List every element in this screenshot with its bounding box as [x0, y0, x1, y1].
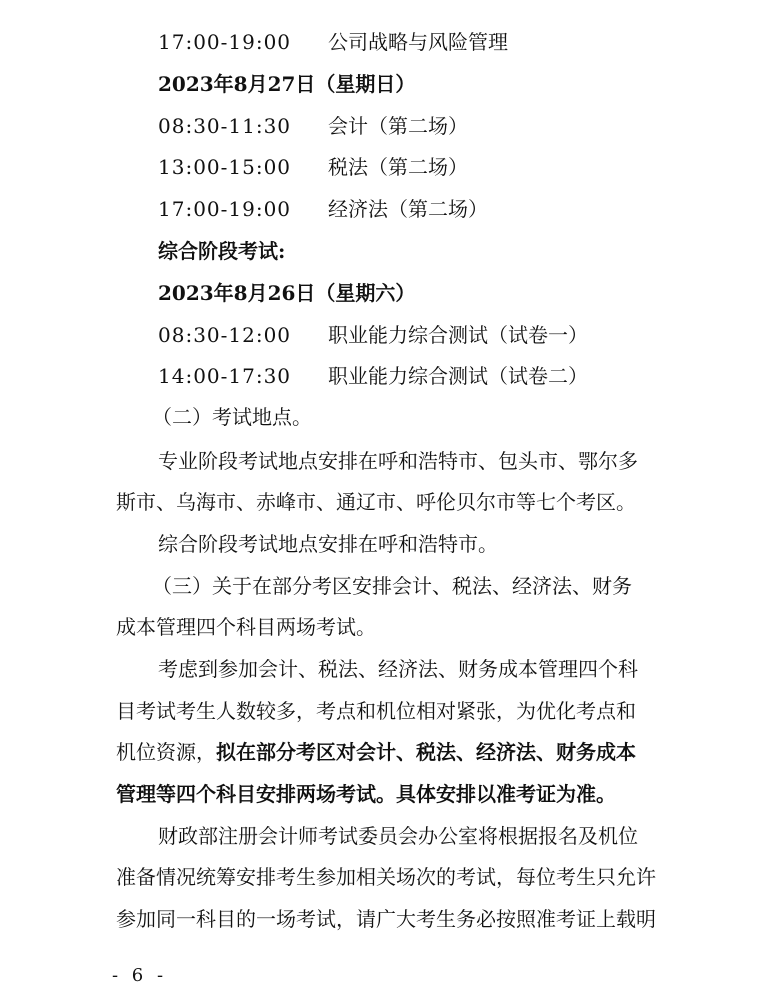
session-subject: 公司战略与风险管理	[328, 30, 508, 54]
paragraph-line: 参加同一科目的一场考试，请广大考生务必按照准考证上载明	[116, 907, 656, 931]
section-heading-two-sessions: （三）关于在部分考区安排会计、税法、经济法、财务	[152, 574, 632, 598]
session-subject: 职业能力综合测试（试卷一）	[328, 323, 588, 347]
session-time: 08:30-11:30	[158, 114, 292, 138]
paragraph-bold-text: 拟在部分考区对会计、税法、经济法、财务成本	[216, 740, 636, 764]
date-heading-26: 2023年8月26日（星期六）	[158, 281, 416, 305]
paragraph-line: 专业阶段考试地点安排在呼和浩特市、包头市、鄂尔多	[158, 449, 638, 473]
session-subject: 税法（第二场）	[328, 155, 468, 179]
session-time: 13:00-15:00	[158, 155, 292, 179]
session-subject: 会计（第二场）	[328, 114, 468, 138]
paragraph-bold-line: 管理等四个科目安排两场考试。具体安排以准考证为准。	[116, 782, 616, 806]
paragraph-line: 考虑到参加会计、税法、经济法、财务成本管理四个科	[158, 657, 638, 681]
paragraph-line: 目考试考生人数较多，考点和机位相对紧张，为优化考点和	[116, 699, 636, 723]
paragraph-text: 机位资源，	[116, 740, 216, 764]
session-time: 08:30-12:00	[158, 323, 292, 347]
paragraph-line	[116, 740, 636, 764]
section-heading-location: （二）考试地点。	[152, 405, 312, 429]
comprehensive-heading: 综合阶段考试:	[158, 239, 286, 263]
paragraph-line: 财政部注册会计师考试委员会办公室将根据报名及机位	[158, 824, 638, 848]
page-number: - 6 -	[112, 965, 168, 986]
paragraph-line: 斯市、乌海市、赤峰市、通辽市、呼伦贝尔市等七个考区。	[116, 490, 636, 514]
section-heading-line2: 成本管理四个科目两场考试。	[116, 615, 376, 639]
session-subject: 职业能力综合测试（试卷二）	[328, 364, 588, 388]
session-time: 14:00-17:30	[158, 364, 292, 388]
session-subject: 经济法（第二场）	[328, 197, 488, 221]
paragraph-line: 综合阶段考试地点安排在呼和浩特市。	[158, 532, 498, 556]
date-heading-27: 2023年8月27日（星期日）	[158, 72, 416, 96]
paragraph-line: 准备情况统筹安排考生参加相关场次的考试，每位考生只允许	[116, 865, 656, 889]
session-time: 17:00-19:00	[158, 30, 292, 54]
session-time: 17:00-19:00	[158, 197, 292, 221]
